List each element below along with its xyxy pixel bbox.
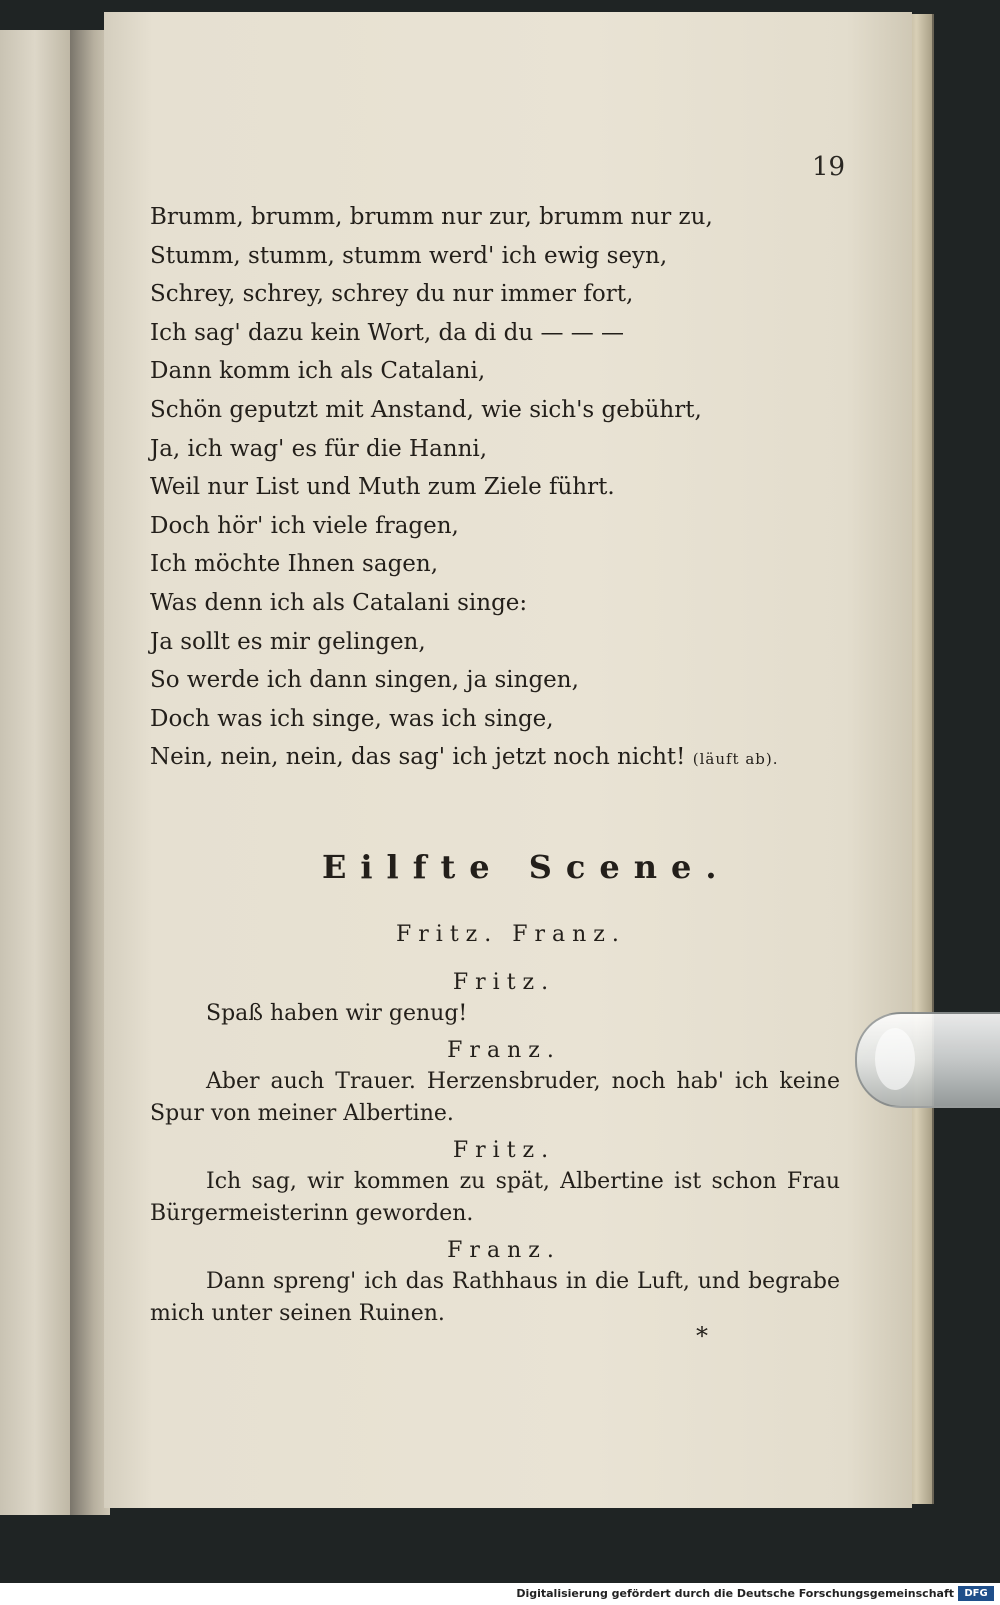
speaker-name: Fritz. bbox=[452, 1138, 556, 1163]
speech-text: Aber auch Trauer. Herzensbruder, noch hab' ich keine Spur von meiner Albertine. bbox=[150, 1069, 840, 1126]
verse-line: Schön geputzt mit Anstand, wie sich's gebührt, bbox=[150, 396, 702, 423]
verse-line: Doch hör' ich viele fragen, bbox=[150, 512, 459, 539]
dialogue-block bbox=[150, 968, 840, 1336]
verse-line: Stumm, stumm, stumm werd' ich ewig seyn, bbox=[150, 242, 668, 269]
page-number: 19 bbox=[812, 152, 846, 182]
footer-credit: Digitalisierung gefördert durch die Deutsche Forschungsgemeinschaft bbox=[516, 1587, 954, 1600]
verse-line: Nein, nein, nein, das sag' ich jetzt noch nicht! bbox=[150, 744, 686, 771]
verse-block bbox=[150, 198, 850, 777]
verse-line: Brumm, brumm, brumm nur zur, brumm nur zu, bbox=[150, 204, 713, 230]
verse-line: Ich sag' dazu kein Wort, da di du — — — bbox=[150, 319, 625, 346]
verse-line: Ja, ich wag' es für die Hanni, bbox=[150, 435, 488, 462]
verse-line: Ich möchte Ihnen sagen, bbox=[150, 551, 439, 578]
scene-title: Eilfte Scene. bbox=[322, 848, 731, 886]
verse-line-last bbox=[150, 738, 850, 777]
footer-bar bbox=[0, 1583, 1000, 1605]
verse-line: Weil nur List und Muth zum Ziele führt. bbox=[150, 474, 615, 501]
speaker-name: Franz. bbox=[447, 1238, 561, 1263]
verse-line: Ja sollt es mir gelingen, bbox=[150, 628, 426, 655]
speaker-name: Franz. bbox=[447, 1038, 561, 1063]
verse-line: Doch was ich singe, was ich singe, bbox=[150, 705, 554, 732]
catchword-asterisk: * bbox=[696, 1322, 708, 1350]
facing-page-edge bbox=[0, 30, 72, 1515]
verse-line: Dann komm ich als Catalani, bbox=[150, 358, 486, 385]
verse-line: So werde ich dann singen, ja singen, bbox=[150, 667, 579, 694]
stage-direction: (läuft ab). bbox=[692, 750, 779, 769]
page-holder-clip bbox=[855, 1012, 1000, 1108]
dfg-logo: DFG bbox=[958, 1586, 994, 1601]
speech-text: Ich sag, wir kommen zu spät, Albertine ist schon Frau Bürgermeisterinn geworden. bbox=[150, 1169, 840, 1226]
speaker-name: Fritz. bbox=[452, 970, 556, 995]
speech-text: Spaß haben wir genug! bbox=[206, 1001, 468, 1026]
speech-text: Dann spreng' ich das Rathhaus in die Luft, und begrabe mich unter seinen Ruinen. bbox=[150, 1269, 840, 1326]
scene-characters: Fritz. Franz. bbox=[396, 922, 626, 947]
verse-line: Schrey, schrey, schrey du nur immer fort, bbox=[150, 281, 634, 308]
verse-line: Was denn ich als Catalani singe: bbox=[150, 589, 528, 616]
